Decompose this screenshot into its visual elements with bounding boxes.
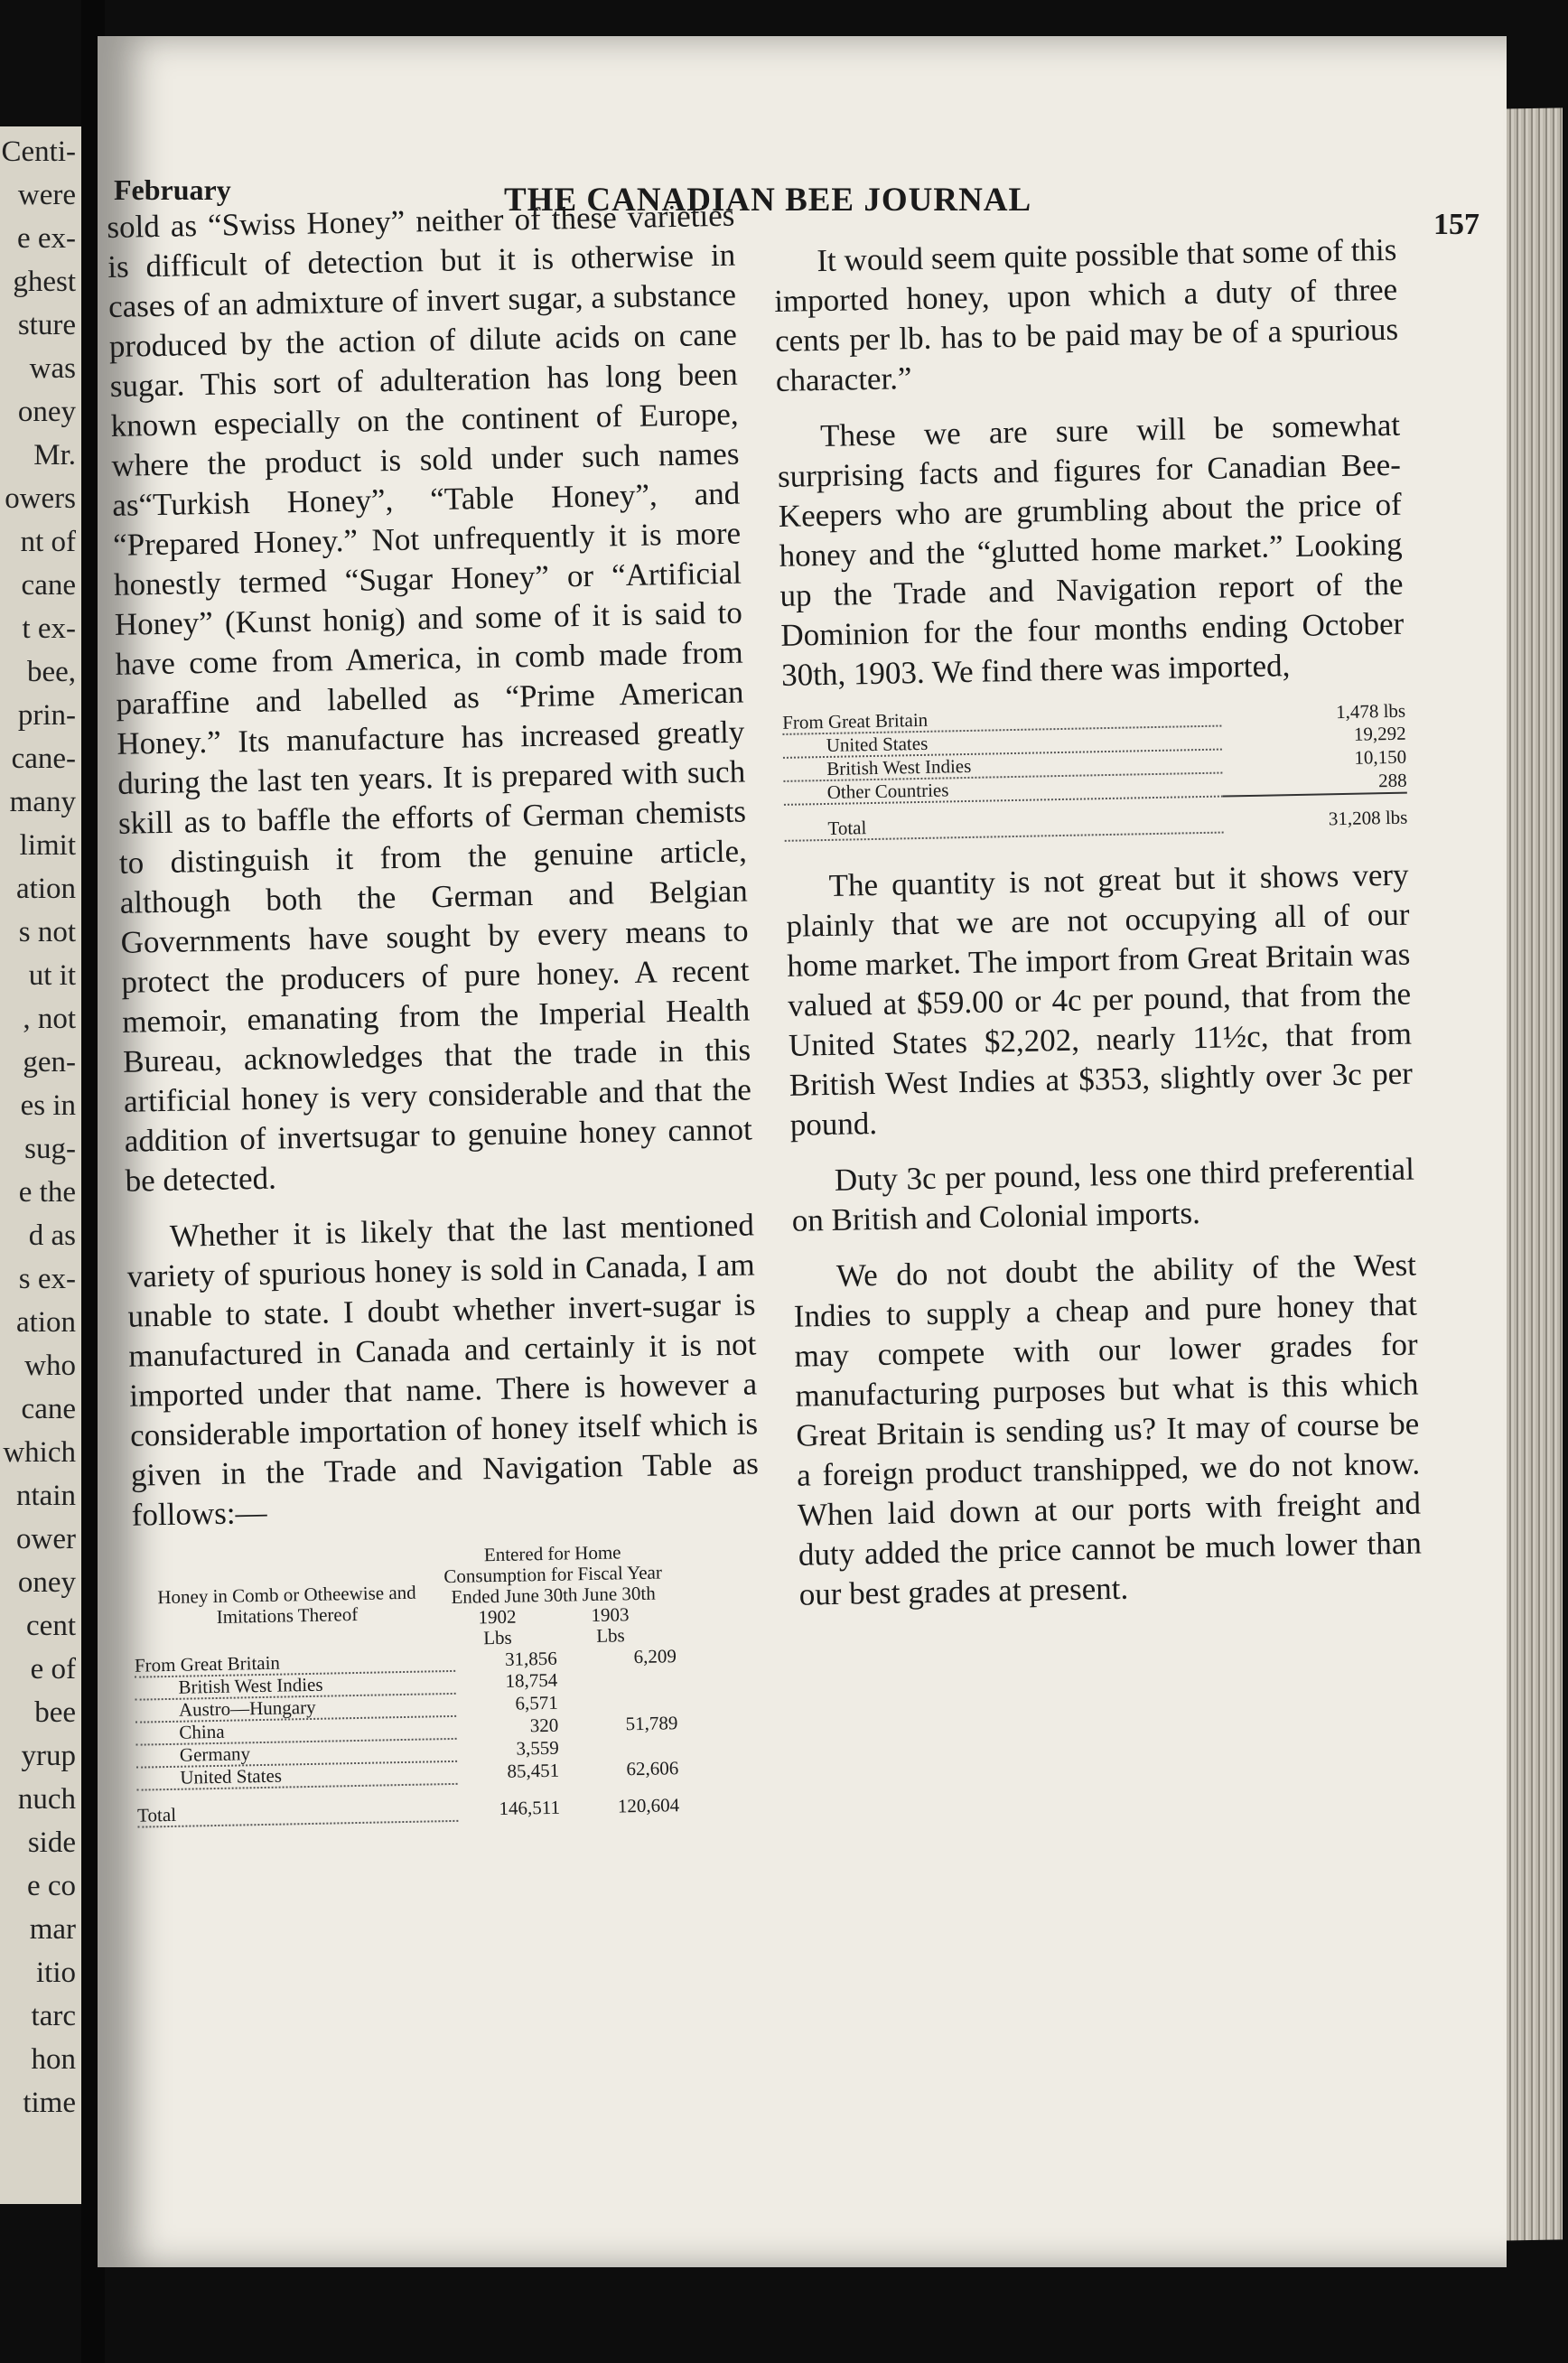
left-page-text-fragment: who	[24, 1350, 76, 1382]
paragraph: sold as “Swiss Honey” neither of these varieties is difficult of detection but it is otherwise in cases of an admixture of invert sugar, a substance produced by the action of dilute acids on cane sugar. This sort of adulteration has long been known especially on the continent of Europe, where the product is sold under such names as“Turkish Honey”, “Table Honey”, and “Prepared Honey.” Not unfrequently it is more honestly termed “Sugar Honey” or “Artificial Honey” (Kunst honig) and some of it is said to have come from America, in comb made from paraffine and labelled as “Prime American Honey.” Its manufacture has increased greatly during the last ten years. It is prepared with such skill as to baffle the efforts of German chemists to distinguish it from the genuine article, although both the German and Belgian Governments have sought by every means to protect the producers of pure honey. A recent memoir, emanating from the Imperial Health Bureau, acknowledges that the trade in this artificial honey is very considerable and that the addition of invertsugar to genuine honey cannot be detected.	[107, 197, 753, 1199]
row-label: United States	[136, 1761, 457, 1790]
left-page-text-fragment: s not	[18, 916, 76, 948]
left-page-text-fragment: which	[3, 1436, 76, 1469]
left-page-text-fragment: ut it	[28, 959, 76, 992]
left-page-text-fragment: was	[29, 352, 76, 385]
paragraph: These we are sure will be somewhat surprising facts and figures for Canadian Bee-Keepers who are grumbling about the price of honey and the “glutted home market.” Looking up the Trade and Navigation report of the Dominion for the four months ending October 30th, 1903. We find there was imported,	[777, 406, 1405, 693]
left-page-text-fragment: ntain	[16, 1480, 76, 1512]
value-1903	[567, 1734, 678, 1759]
left-page-text-fragment: were	[17, 179, 76, 211]
page-edges	[1499, 107, 1563, 2240]
value-1903: 51,789	[625, 1712, 678, 1735]
row-value: 19,292	[1353, 722, 1406, 745]
left-page-text-fragment: tarc	[31, 2000, 76, 2032]
page-header	[98, 126, 1507, 241]
left-page-text-fragment: , not	[23, 1003, 76, 1035]
value-1903	[567, 1689, 678, 1714]
paragraph: Duty 3c per pound, less one third preferential on British and Colonial imports.	[791, 1151, 1415, 1238]
unit-1902: Lbs	[482, 1626, 512, 1649]
left-page-text-fragment: e of	[30, 1653, 76, 1686]
left-page-text-fragment: yrup	[21, 1740, 76, 1772]
value-1902: 320	[529, 1714, 559, 1737]
value-1902: 31,856	[504, 1647, 558, 1670]
unit-1903: Lbs	[595, 1624, 625, 1647]
value-1903: 6,209	[633, 1644, 677, 1667]
left-page-text-fragment: cent	[26, 1610, 76, 1642]
total-label: Total	[137, 1784, 458, 1827]
left-page-text-fragment: prin-	[17, 699, 76, 732]
left-page-text-fragment: bee	[34, 1696, 76, 1729]
left-page-text-fragment: sture	[17, 309, 76, 341]
paragraph: Whether it is likely that the last mentioned variety of spurious honey is sold in Canada, I am unable to state. I doubt whether invert-sugar is manufactured in Canada and certainly it is not imported under that name. There is however a considerable importation of honey itself which is given in the Trade and Navigation Table as follows:—	[126, 1207, 760, 1533]
left-page-text-fragment: owers	[5, 482, 76, 515]
left-page-text-fragment: Centi-	[1, 135, 76, 168]
row-label: British West Indies	[135, 1671, 455, 1700]
row-label: Other Countries	[783, 773, 1222, 805]
left-page-text-fragment: t ex-	[22, 612, 76, 645]
left-page-text-fragment: cane	[21, 569, 76, 602]
left-page-text-fragment: gen-	[23, 1046, 76, 1079]
table-row-header: Honey in Comb or Otheewise and Imitations Thereof	[157, 1581, 416, 1628]
value-1902: 85,451	[507, 1759, 560, 1782]
month: February	[114, 173, 231, 206]
row-label: Austro—Hungary	[135, 1694, 456, 1723]
left-page-text-fragment: e co	[26, 1870, 76, 1902]
row-label: From Great Britain	[135, 1649, 455, 1677]
value-1902: 3,559	[516, 1736, 559, 1760]
book-page	[98, 36, 1507, 2267]
paragraph: We do not doubt the ability of the West Indies to supply a cheap and pure honey that may compete with our lower grades for manufacturing purposes but what is this which Great Britain is sending us? It may of course be a foreign product transhipped, we do not know. When laid down at our ports with freight and duty added the price cannot be much lower than our best grades at present.	[793, 1247, 1423, 1612]
row-label: British West Indies	[783, 750, 1222, 781]
value-1902: 6,571	[515, 1691, 558, 1714]
right-column	[773, 230, 1423, 1631]
paragraph: It would seem quite possible that some of this imported honey, upon which a duty of three cents per lb. has to be paid may be of a spurious character.”	[773, 231, 1399, 398]
left-page-text-fragment: mar	[29, 1913, 76, 1946]
value-1903: 62,606	[626, 1757, 679, 1780]
year-1902: 1902	[478, 1605, 517, 1629]
row-value: 10,150	[1354, 745, 1407, 769]
left-page-text-fragment: ower	[16, 1523, 76, 1555]
table-column-header: Entered for Home Consumption for Fiscal Year Ended June 30th June 30th	[443, 1541, 663, 1608]
paragraph: The quantity is not great but it shows very plainly that we are not occupying all of our home market. The import from Great Britain was valued at $59.00 or 4c per pound, that from the United States $2,202, nearly 11½c, that from British West Indies at $353, slightly over 3c per pound.	[786, 856, 1414, 1143]
row-value: 1,478 lbs	[1335, 699, 1406, 724]
total-label: Total	[784, 797, 1223, 841]
left-page-text-fragment: many	[9, 786, 76, 818]
row-label: Germany	[136, 1739, 457, 1768]
left-page-text-fragment: itio	[35, 1957, 76, 1989]
year-1903: 1903	[591, 1603, 630, 1626]
value-1902: 18,754	[505, 1668, 558, 1692]
row-label: From Great Britain	[782, 704, 1221, 734]
left-page-text-fragment: side	[27, 1826, 76, 1859]
journal-title: THE CANADIAN BEE JOURNAL	[504, 182, 1032, 219]
row-value: 288	[1377, 769, 1407, 792]
left-page-text-fragment: cane	[21, 1393, 76, 1425]
row-label: China	[135, 1716, 456, 1745]
left-page-text-fragment: ation	[16, 1306, 76, 1339]
left-page-text-fragment: bee,	[26, 656, 76, 688]
left-page-text-fragment: e ex-	[16, 222, 76, 255]
fiscal-import-table	[133, 1539, 766, 1827]
adjacent-page-fragment	[0, 126, 81, 2204]
left-page-text-fragment: s ex-	[18, 1263, 76, 1295]
left-page-text-fragment: hon	[31, 2043, 76, 2076]
import-table	[782, 700, 1408, 842]
left-page-text-fragment: Mr.	[33, 439, 76, 472]
left-page-text-fragment: oney	[17, 1566, 76, 1599]
left-page-text-fragment: sug-	[24, 1133, 76, 1165]
left-page-text-fragment: time	[23, 2087, 76, 2119]
left-page-text-fragment: nuch	[17, 1783, 76, 1816]
left-page-text-fragment: nt of	[20, 526, 76, 558]
left-page-text-fragment: ation	[16, 873, 76, 905]
left-column	[107, 196, 765, 1828]
total-value: 31,208 lbs	[1223, 793, 1408, 833]
value-1903	[566, 1667, 677, 1691]
left-page-text-fragment: d as	[28, 1219, 76, 1252]
left-page-text-fragment: oney	[17, 396, 76, 428]
left-page-text-fragment: es in	[20, 1089, 76, 1122]
left-page-text-fragment: limit	[19, 829, 76, 862]
left-page-text-fragment: cane-	[11, 743, 76, 775]
total-1903: 120,604	[617, 1794, 680, 1817]
total-1902: 146,511	[499, 1796, 561, 1819]
left-page-text-fragment: e the	[18, 1176, 76, 1209]
page-number: 157	[1433, 208, 1479, 241]
left-page-text-fragment: ghest	[13, 266, 76, 298]
row-label: United States	[782, 726, 1221, 758]
